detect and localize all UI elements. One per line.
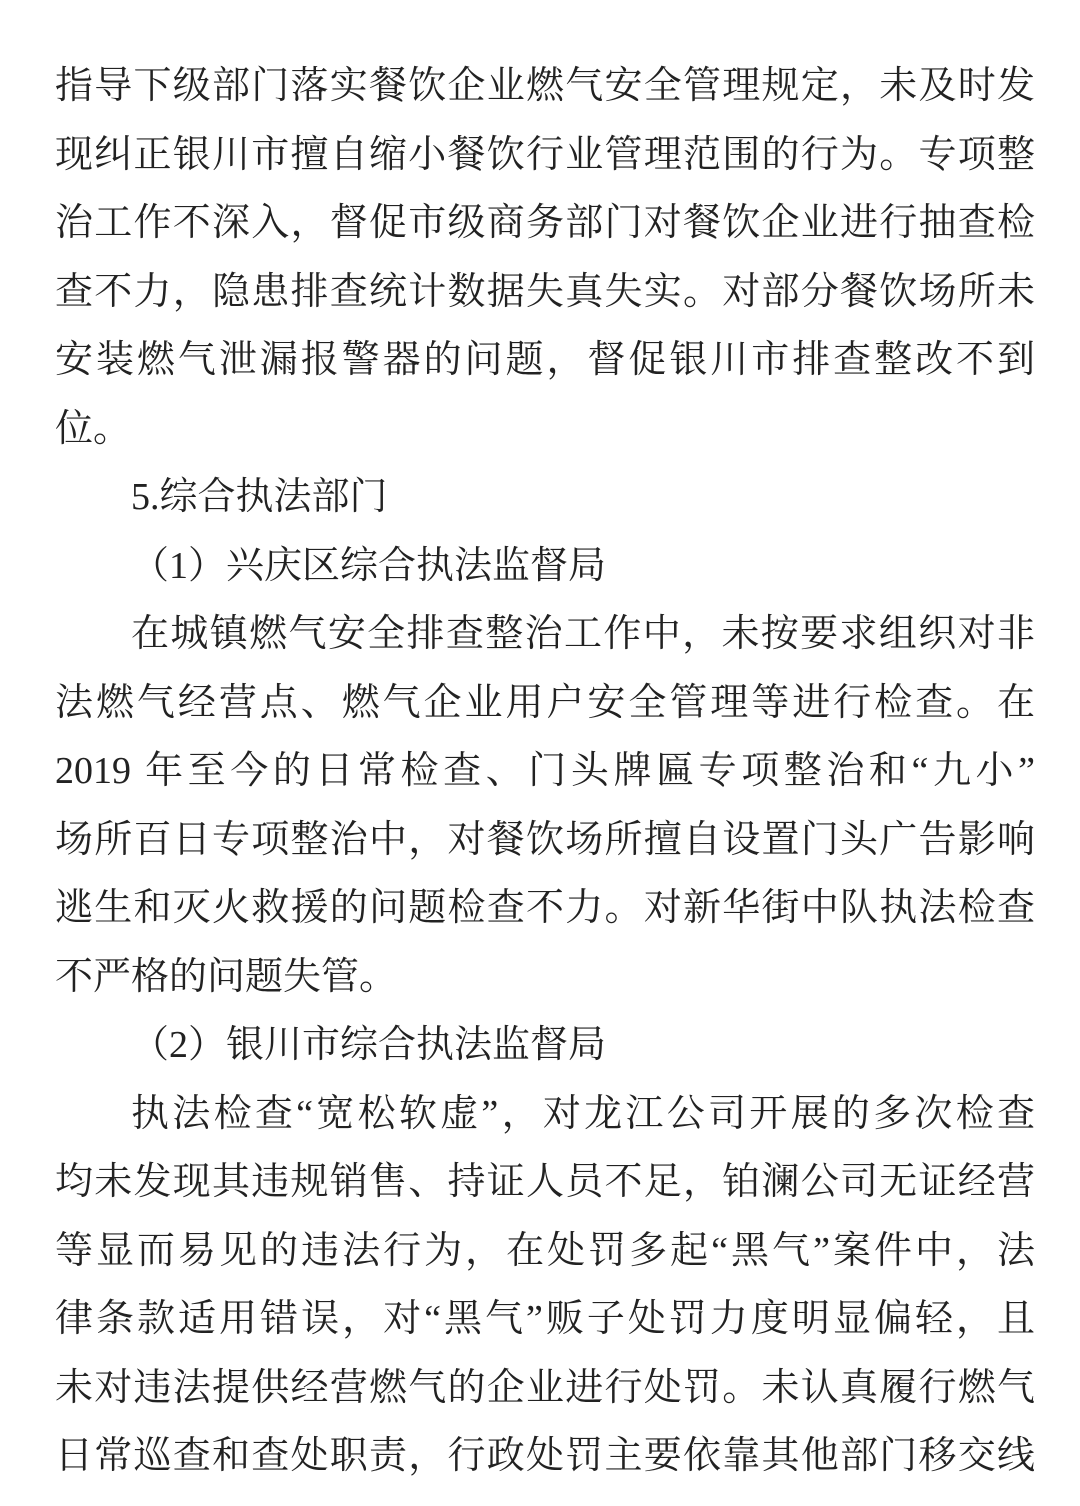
text-line: 指导下级部门落实餐饮企业燃气安全管理规定，未及时发	[55, 65, 1035, 107]
text-line: 2019 年至今的日常检查、门头牌匾专项整治和“九小”	[55, 750, 1035, 792]
text-line: 在城镇燃气安全排查整治工作中，未按要求组织对非	[131, 613, 1035, 655]
text-line: （1）兴庆区综合执法监督局	[131, 544, 607, 587]
text-line: 等显而易见的违法行为，在处罚多起“黑气”案件中，法	[55, 1229, 1035, 1272]
body-paragraph-continued-from-previous-page	[55, 52, 1035, 463]
numbered-heading-5	[55, 463, 1035, 532]
text-line: 法燃气经营点、燃气企业用户安全管理等进行检查。在	[55, 681, 1035, 724]
text-line: 现纠正银川市擅自缩小餐饮行业管理范围的行为。专项整	[55, 133, 1035, 176]
text-line: 均未发现其违规销售、持证人员不足，铂澜公司无证经营	[55, 1161, 1035, 1203]
body-paragraph-yinchuan	[55, 1080, 1035, 1491]
text-line: 5.综合执法部门	[131, 476, 388, 518]
text-line: 治工作不深入，督促市级商务部门对餐饮企业进行抽查检	[55, 202, 1035, 244]
text-line: 未对违法提供经营燃气的企业进行处罚。未认真履行燃气	[55, 1366, 1035, 1409]
sub-heading-2	[55, 1011, 1035, 1080]
document-text-block	[55, 52, 1035, 1491]
text-line: 律条款适用错误，对“黑气”贩子处罚力度明显偏轻，且	[55, 1298, 1035, 1340]
sub-heading-1	[55, 532, 1035, 601]
text-line: 位。	[55, 407, 132, 450]
body-paragraph-xingqing	[55, 600, 1035, 1011]
text-line: （2）银川市综合执法监督局	[131, 1024, 607, 1066]
text-line: 不严格的问题失管。	[55, 955, 398, 998]
text-line: 日常巡查和查处职责，行政处罚主要依靠其他部门移交线	[55, 1435, 1035, 1477]
text-line: 逃生和灭火救援的问题检查不力。对新华街中队执法检查	[55, 887, 1035, 929]
text-line: 执法检查“宽松软虚”，对龙江公司开展的多次检查	[131, 1092, 1035, 1135]
text-line: 查不力，隐患排查统计数据失真失实。对部分餐饮场所未	[55, 270, 1035, 313]
text-line: 场所百日专项整治中，对餐饮场所擅自设置门头广告影响	[55, 818, 1035, 861]
text-line: 安装燃气泄漏报警器的问题，督促银川市排查整改不到	[55, 339, 1035, 381]
